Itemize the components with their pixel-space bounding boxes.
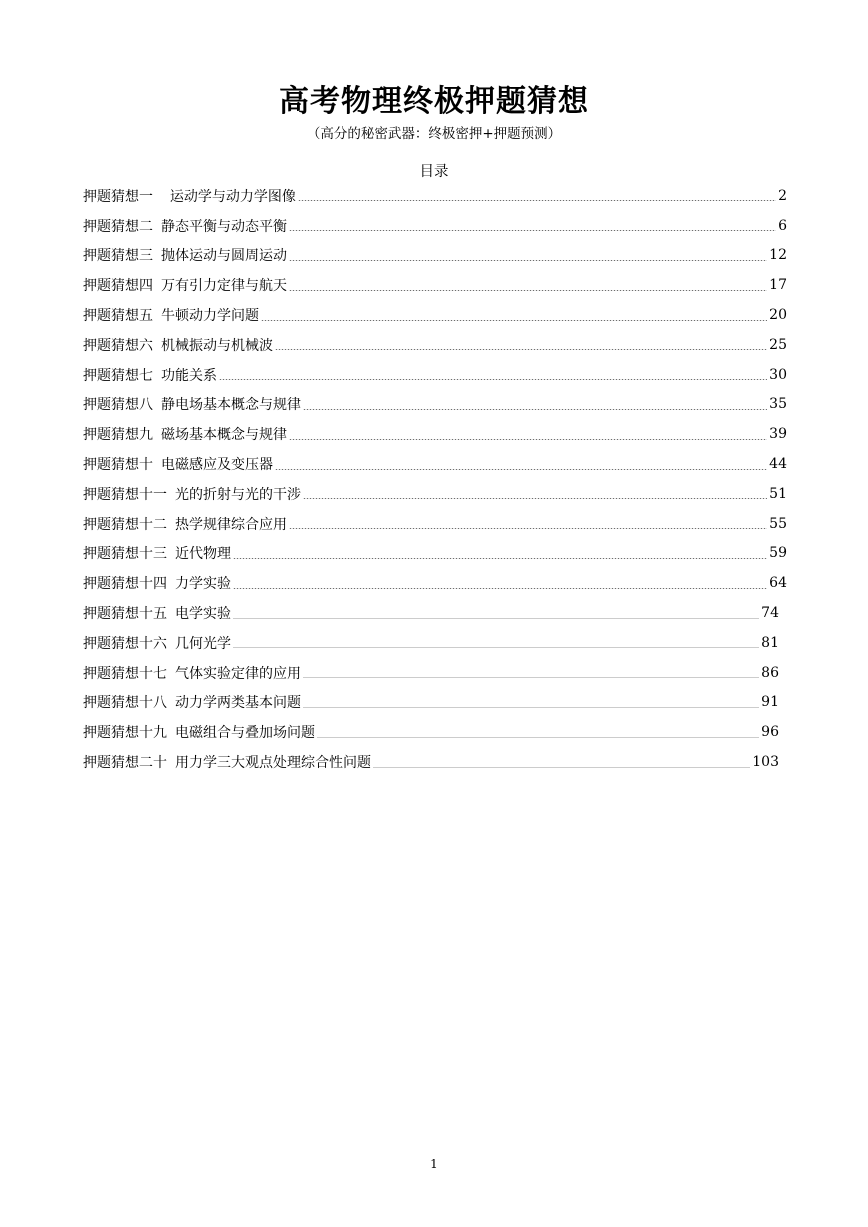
toc-entry-page: 96	[761, 724, 779, 741]
toc-entry-title: 万有引力定律与航天	[161, 278, 287, 295]
dot-leader	[373, 767, 750, 768]
toc-entry[interactable]	[83, 181, 787, 211]
toc-entry[interactable]	[83, 568, 787, 598]
toc-entry[interactable]	[83, 479, 787, 509]
toc-entry[interactable]	[83, 539, 787, 569]
toc-entry-page: 6	[778, 217, 787, 234]
toc-entry-page: 44	[769, 456, 787, 473]
toc-entry-page: 25	[769, 336, 787, 353]
toc-entry[interactable]	[83, 419, 787, 449]
dot-leader	[261, 320, 767, 321]
dot-leader	[233, 647, 759, 648]
toc-entry-label: 押题猜想十一	[83, 486, 167, 503]
toc-entry-label: 押题猜想四	[83, 278, 153, 295]
document-subtitle: （高分的秘密武器：终极密押+押题预测）	[306, 126, 562, 142]
toc-entry[interactable]	[83, 360, 787, 390]
toc-entry-label: 押题猜想五	[83, 308, 153, 325]
page-number: 1	[430, 1157, 438, 1171]
toc-entry-title: 电磁感应及变压器	[161, 457, 273, 474]
toc-entry-page: 35	[769, 396, 787, 413]
dot-leader	[289, 439, 767, 440]
toc-entry-title: 几何光学	[175, 635, 231, 652]
toc-entry-label: 押题猜想十五	[83, 606, 167, 623]
toc-entry-label: 押题猜想十	[83, 457, 153, 474]
toc-entry-page: 20	[769, 307, 787, 324]
toc-entry-page: 17	[769, 277, 787, 294]
toc-entry-label: 押题猜想二	[83, 218, 153, 235]
toc-entry-label: 押题猜想一	[83, 188, 153, 205]
toc-entry-label: 押题猜想九	[83, 427, 153, 444]
toc-entry[interactable]	[83, 658, 779, 688]
toc-entry-label: 押题猜想七	[83, 367, 153, 384]
toc-entry[interactable]	[83, 747, 779, 777]
dot-leader	[298, 200, 776, 201]
toc-entry-title: 用力学三大观点处理综合性问题	[175, 755, 371, 772]
toc-entry-page: 59	[769, 545, 787, 562]
toc-entry-label: 押题猜想十七	[83, 665, 167, 682]
toc-entry-label: 押题猜想八	[83, 397, 153, 414]
toc-entry[interactable]	[83, 330, 787, 360]
document-title: 高考物理终极押题猜想	[279, 84, 589, 119]
dot-leader	[233, 618, 759, 619]
toc-entry-title: 近代物理	[175, 546, 231, 563]
dot-leader	[303, 409, 767, 410]
dot-leader	[275, 349, 767, 350]
toc-entry-title: 动力学两类基本问题	[175, 695, 301, 712]
dot-leader	[219, 379, 767, 380]
toc-entry-page: 74	[761, 605, 779, 622]
toc-entry-title: 运动学与动力学图像	[161, 188, 296, 205]
toc-entry-page: 103	[752, 754, 779, 771]
dot-leader	[303, 498, 767, 499]
toc-entry[interactable]	[83, 717, 779, 747]
toc-entry-title: 抛体运动与圆周运动	[161, 248, 287, 265]
dot-leader	[233, 558, 767, 559]
toc-entry-page: 55	[769, 515, 787, 532]
toc-entry[interactable]	[83, 241, 787, 271]
toc-entry-title: 机械振动与机械波	[161, 337, 273, 354]
toc-entry-label: 押题猜想二十	[83, 755, 167, 772]
toc-entry[interactable]	[83, 300, 787, 330]
toc-entry-page: 51	[769, 485, 787, 502]
toc-entry-label: 押题猜想十四	[83, 576, 167, 593]
toc-entry-label: 押题猜想三	[83, 248, 153, 265]
toc-entry-page: 30	[769, 366, 787, 383]
dot-leader	[275, 469, 767, 470]
toc-entry-page: 39	[769, 426, 787, 443]
dot-leader	[233, 588, 767, 589]
toc-entry-label: 押题猜想十八	[83, 695, 167, 712]
toc-entry-title: 磁场基本概念与规律	[161, 427, 287, 444]
dot-leader	[303, 677, 759, 678]
dot-leader	[289, 290, 767, 291]
toc-entry[interactable]	[83, 509, 787, 539]
dot-leader	[289, 260, 767, 261]
dot-leader	[289, 230, 776, 231]
toc-heading: 目录	[419, 164, 449, 180]
toc-entry-label: 押题猜想十二	[83, 516, 167, 533]
toc-entry[interactable]	[83, 390, 787, 420]
dot-leader	[303, 707, 759, 708]
toc-entry[interactable]	[83, 628, 779, 658]
toc-entry-title: 静态平衡与动态平衡	[161, 218, 287, 235]
toc-entry-page: 12	[769, 247, 787, 264]
toc-entry-title: 功能关系	[161, 367, 217, 384]
toc-entry-title: 光的折射与光的干涉	[175, 486, 301, 503]
toc-entry-page: 2	[778, 187, 787, 204]
toc-entry-page: 81	[761, 634, 779, 651]
toc-entry[interactable]	[83, 211, 787, 241]
dot-leader	[289, 528, 767, 529]
toc-entry-title: 电学实验	[175, 606, 231, 623]
toc-entry-label: 押题猜想十六	[83, 635, 167, 652]
toc-entry-title: 气体实验定律的应用	[175, 665, 301, 682]
toc-entry[interactable]	[83, 449, 787, 479]
toc-entry[interactable]	[83, 598, 779, 628]
toc-entry-title: 力学实验	[175, 576, 231, 593]
toc-entry-label: 押题猜想六	[83, 337, 153, 354]
toc-entry-title: 静电场基本概念与规律	[161, 397, 301, 414]
toc-entry[interactable]	[83, 270, 787, 300]
toc-entry-label: 押题猜想十九	[83, 725, 167, 742]
table-of-contents	[83, 181, 787, 777]
toc-entry[interactable]	[83, 688, 779, 718]
toc-entry-title: 牛顿动力学问题	[161, 308, 259, 325]
toc-entry-page: 64	[769, 575, 787, 592]
toc-entry-page: 86	[761, 664, 779, 681]
toc-entry-title: 热学规律综合应用	[175, 516, 287, 533]
toc-entry-label: 押题猜想十三	[83, 546, 167, 563]
dot-leader	[317, 737, 759, 738]
toc-entry-title: 电磁组合与叠加场问题	[175, 725, 315, 742]
toc-entry-page: 91	[761, 694, 779, 711]
